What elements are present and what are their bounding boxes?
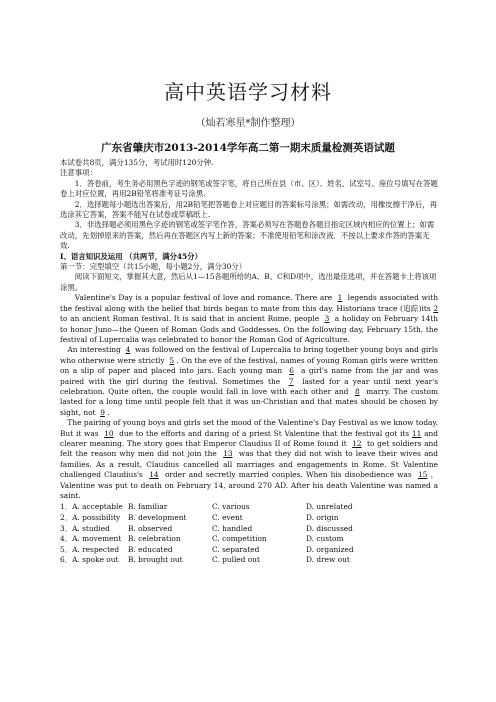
- blank-8: 8: [354, 386, 360, 396]
- option-2c: C. event: [212, 513, 243, 522]
- option-1c: C. various: [212, 502, 250, 512]
- option-5d: D. organized: [306, 544, 354, 554]
- section-instruction: 阅读下面短文，掌握其大意，然后从1—15各题所给的A、B、C和D项中，选出最佳选项，并在答题卡上将该项涂黑。: [60, 272, 437, 292]
- option-4b: B. celebration: [128, 534, 181, 544]
- option-3c: C. handled: [212, 523, 253, 533]
- document-body: [60, 158, 438, 566]
- option-5c: C. separated: [212, 544, 260, 554]
- option-1a: 1．A. acceptable: [60, 502, 123, 512]
- option-5b: B. educated: [128, 544, 173, 554]
- option-2d: D. origin: [306, 513, 339, 522]
- options-row-3: [60, 524, 438, 535]
- exam-info: 本试卷共8页，满分135分，考试用时120分钟.: [60, 158, 214, 167]
- option-6c: C. pulled out: [212, 555, 260, 565]
- answer-options: [60, 502, 438, 566]
- cloze-passage: [60, 293, 438, 501]
- passage-paragraph-2: An interesting 4 was followed on the festival of Lupercalia to bring together young boys and girls who otherwise were strictly 5 . On the eve of the festival, names of young Roman girls were written on a slip of paper and placed into jars. Each young man 6 a girl's name from the jar and was paired with the girl during the festival. Sometimes the 7 lasted for a year until next year's celebration. Quite often, the couple would fall in love with each other and 8 marry. The custom lasted for a long time until people felt that it was un-Christian and that mates should be chosen by sight, not 9 .: [60, 345, 439, 417]
- option-2a: 2．A. possibility: [60, 513, 121, 522]
- blank-3: 3: [324, 314, 330, 324]
- blank-9: 9: [100, 407, 105, 417]
- option-5a: 5．A. respected: [60, 544, 120, 554]
- part-heading: 第一节：完型填空（共15小题，每小题2分，满分30分）: [60, 262, 247, 272]
- option-6b: B. brought out: [128, 555, 183, 565]
- note-2: 2．选择题每小题选出答案后，用2B铅笔把答题卷上对应题目的答案标号涂黑；如需改动，用橡皮擦干净后，再选涂其它答案，答案不能写在试卷或草稿纸上.: [60, 199, 437, 220]
- option-3b: B. observed: [128, 523, 173, 533]
- blank-2: 2: [433, 303, 439, 313]
- options-row-2: [60, 513, 438, 524]
- blank-7: 7: [288, 376, 294, 386]
- note-1: 1．答卷前，考生务必用黑色字迹的钢笔或签字笔，将自己所在县（市、区）、姓名、试室号、座位号填写在答题卷上对应位置，再用2B铅笔将准考证号涂黑.: [60, 178, 438, 199]
- blank-10: 10: [104, 428, 114, 438]
- notes-heading: 注意事项：: [60, 168, 97, 178]
- exam-title: 广东省肇庆市2013-2014学年高二第一期末质量检测英语试题: [101, 142, 395, 154]
- page-subtitle: （灿若寒星*制作整理）: [195, 118, 301, 129]
- note-3: 3．非选择题必须用黑色字迹的钢笔或签字笔作答，答案必须写在答题卷各题目指定区域内相应的位置上；如需改动，先划掉原来的答案，然后再在答题区内写上新的答案；不准使用铅笔和涂改液．不按以上要求作答的答案无效.: [60, 220, 435, 251]
- option-2b: B. development: [128, 513, 187, 522]
- blank-1: 1: [337, 293, 343, 303]
- option-6a: 6．A. spoke out: [60, 555, 119, 565]
- blank-11: 11: [411, 428, 422, 438]
- option-1d: D. unrelated: [306, 502, 353, 512]
- option-4d: D. custom: [306, 534, 344, 544]
- page-title: 高中英语学习材料: [164, 80, 332, 104]
- options-row-1: [60, 502, 438, 513]
- option-4c: C. competition: [212, 534, 267, 544]
- blank-13: 13: [223, 449, 233, 459]
- option-6d: D. drew out: [306, 555, 350, 565]
- section-heading: I、语言知识及运用 （共两节，满分45分）: [60, 251, 202, 261]
- blank-15: 15: [418, 470, 428, 480]
- option-1b: B. familiar: [128, 502, 168, 512]
- options-row-6: [60, 555, 438, 566]
- blank-5: 5: [169, 355, 175, 365]
- options-row-4: [60, 534, 438, 545]
- option-4a: 4．A. movement: [60, 534, 122, 544]
- option-3d: D. discussed: [306, 523, 353, 533]
- blank-4: 4: [125, 345, 131, 355]
- options-row-5: [60, 545, 438, 556]
- blank-12: 12: [352, 438, 362, 448]
- option-3a: 3．A. studied: [60, 523, 110, 533]
- blank-6: 6: [289, 366, 294, 376]
- blank-14: 14: [149, 470, 159, 480]
- passage-paragraph-1: Valentine's Day is a popular festival of love and romance. There are 1 legends associated with the festival along with the belief that birds began to mate from this day. Historians trace (追踪)its 2 to an ancient Roman festival. It is said that in ancient Rome, people 3 a holiday on February 14th to honor Juno—the Queen of Roman Gods and Goddesses. On the following day, February 15th, the festival of Lupercalia was celebrated to honor the Roman God of Agriculture.: [60, 293, 439, 344]
- passage-paragraph-3: The pairing of young boys and girls set the mood of the Valentine's Day Festival as we know today. But it was 10 due to the efforts and daring of a priest St Valentine that the festival got its 11 and clearer meaning. The story goes that Emperor Claudius II of Rome found it 12 to get soldiers and felt the reason why men did not join the 13 was that they did not wish to leave their wives and families. As a result, Claudius cancelled all marriages and engagements in Rome. St Valentine challenged Claudius's 14 order and secretly married couples. When his disobedience was 15 ，Valentine was put to death on February 14, around 270 AD. After his death Valentine was named a saint.: [60, 418, 439, 500]
